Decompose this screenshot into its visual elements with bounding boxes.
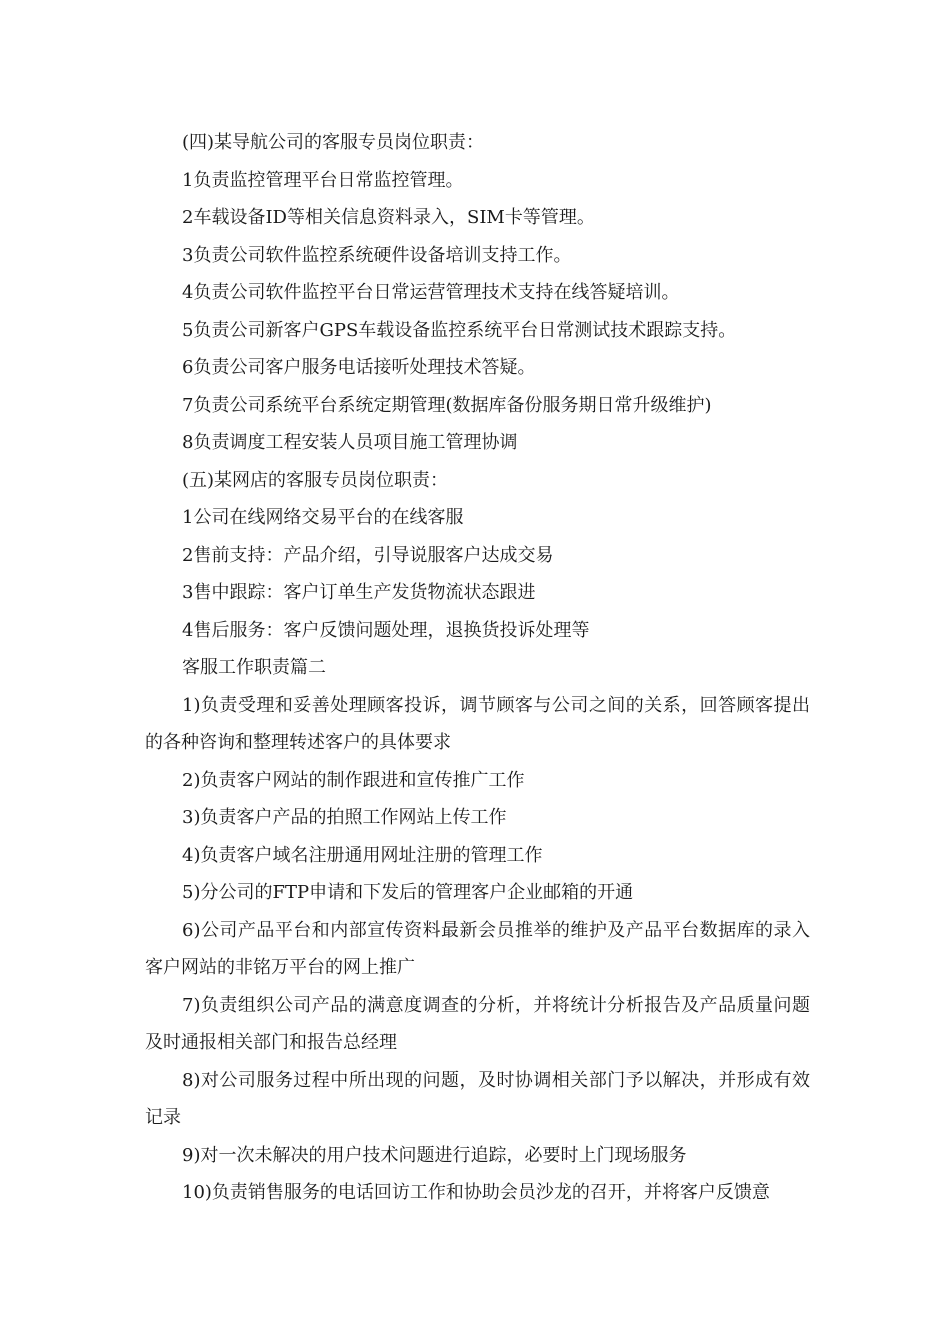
- section-4-heading: (四)某导航公司的客服专员岗位职责：: [182, 132, 485, 153]
- part-2-item-1: 1)负责受理和妥善处理顾客投诉，调节顾客与公司之间的关系，回答顾客提出的各种咨询和整理转述客户的具体要求: [145, 694, 810, 753]
- section-5-item-4: 4售后服务：客户反馈问题处理，退换货投诉处理等: [182, 619, 590, 641]
- section-4-item-6: 6负责公司客户服务电话接听处理技术答疑。: [182, 357, 536, 378]
- part-2-item-4: 4)负责客户域名注册通用网址注册的管理工作: [182, 844, 543, 866]
- part-2-item-2: 2)负责客户网站的制作跟进和宣传推广工作: [182, 769, 525, 791]
- section-4-item-4: 4负责公司软件监控平台日常运营管理技术支持在线答疑培训。: [182, 282, 680, 303]
- section-4-item-8: 8负责调度工程安装人员项目施工管理协调: [182, 432, 518, 453]
- part-2-item-5: 5)分公司的FTP申请和下发后的管理客户企业邮箱的开通: [182, 882, 634, 903]
- part-2-title: 客服工作职责篇二: [182, 657, 326, 678]
- part-2-item-7: 7)负责组织公司产品的满意度调查的分析，并将统计分析报告及产品质量问题及时通报相关部门和报告总经理: [145, 994, 810, 1053]
- section-5-item-3: 3售中跟踪：客户订单生产发货物流状态跟进: [182, 582, 536, 603]
- document-body: [145, 124, 810, 1212]
- section-4-item-3: 3负责公司软件监控系统硬件设备培训支持工作。: [182, 244, 572, 266]
- section-4-item-7: 7负责公司系统平台系统定期管理(数据库备份服务期日常升级维护): [182, 394, 712, 416]
- part-2-item-8: 8)对公司服务过程中所出现的问题，及时协调相关部门予以解决，并形成有效记录: [145, 1069, 810, 1128]
- section-5-item-1: 1公司在线网络交易平台的在线客服: [182, 507, 464, 528]
- part-2-item-6: 6)公司产品平台和内部宣传资料最新会员推举的维护及产品平台数据库的录入客户网站的非铭万平台的网上推广: [145, 919, 810, 978]
- section-5-item-2: 2售前支持：产品介绍，引导说服客户达成交易: [182, 544, 554, 566]
- part-2-item-3: 3)负责客户产品的拍照工作网站上传工作: [182, 807, 507, 828]
- section-4-item-5: 5负责公司新客户GPS车载设备监控系统平台日常测试技术跟踪支持。: [182, 319, 737, 341]
- part-2-item-10: 10)负责销售服务的电话回访工作和协助会员沙龙的召开，并将客户反馈意: [182, 1182, 770, 1203]
- part-2-item-9: 9)对一次未解决的用户技术问题进行追踪，必要时上门现场服务: [182, 1144, 687, 1166]
- section-5-heading: (五)某网店的客服专员岗位职责：: [182, 469, 449, 491]
- section-4-item-2: 2车载设备ID等相关信息资料录入，SIM卡等管理。: [182, 207, 595, 228]
- section-4-item-1: 1负责监控管理平台日常监控管理。: [182, 169, 464, 191]
